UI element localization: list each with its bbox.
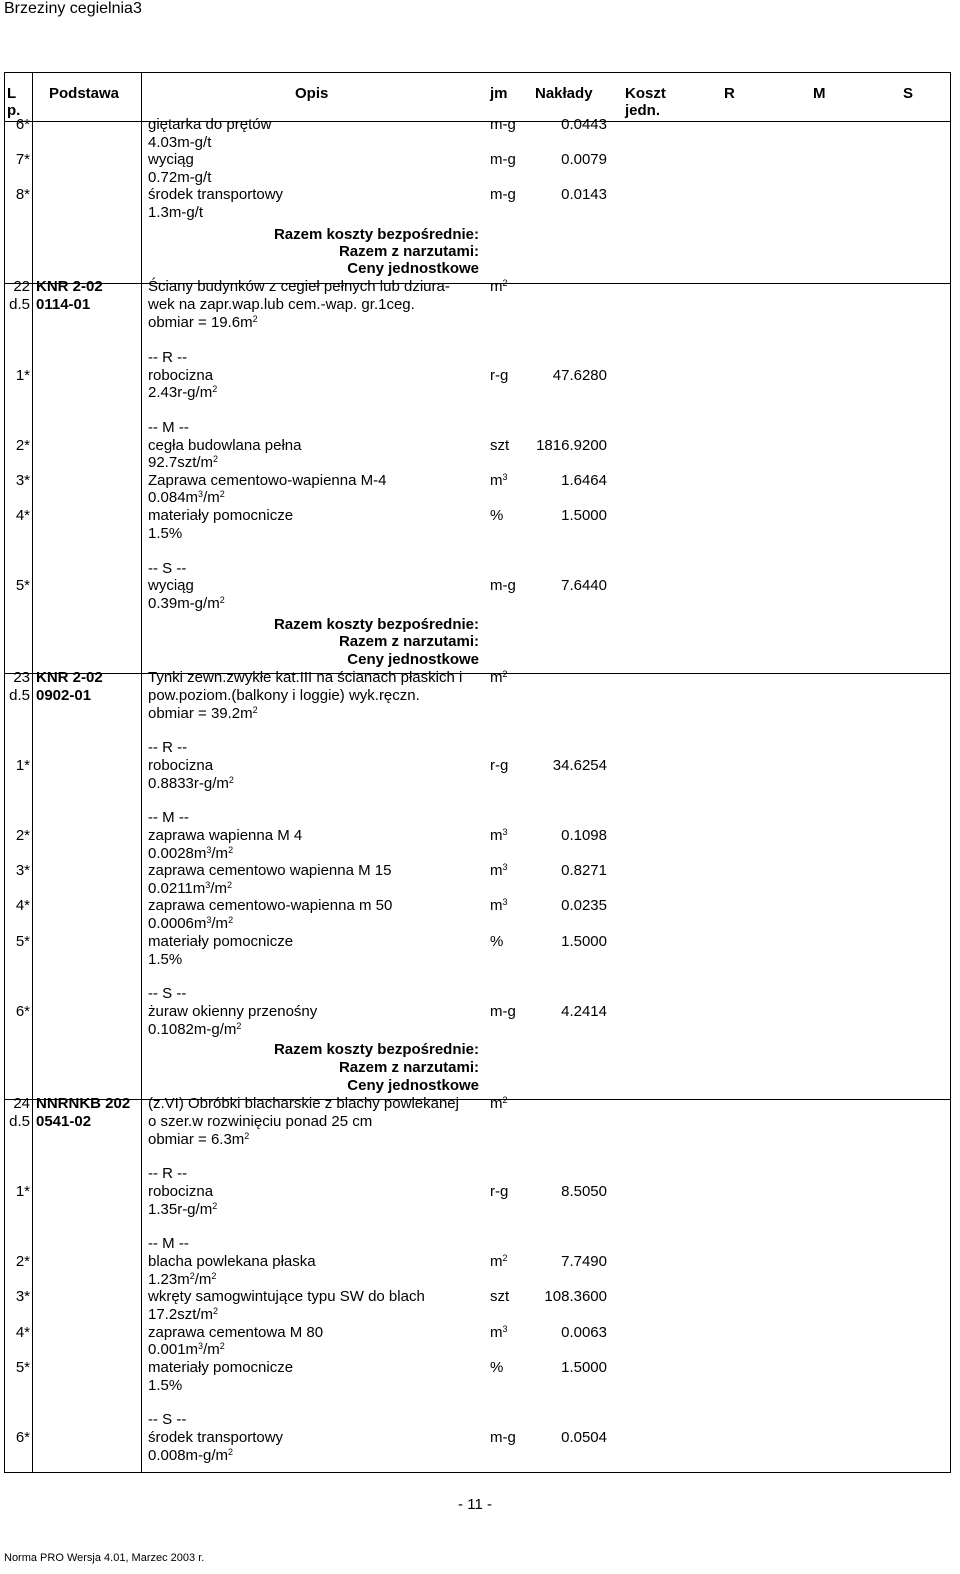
page-number: - 11 - (458, 1496, 492, 1513)
line-description: obmiar = $39.2m^2$ (148, 705, 258, 722)
line-lp: 22 (13, 278, 30, 295)
line-lp: 2* (15, 437, 30, 454)
line-naklady: 8.5050 (561, 1183, 607, 1200)
line-description: $0.0028m^3/m^2$ (148, 845, 234, 862)
line-naklady: 0.1098 (561, 827, 607, 844)
line-description: środek transportowy (148, 1429, 284, 1446)
line-description: $0.008m-g/m^2$ (148, 1447, 234, 1464)
line-description: materiały pomocnicze (148, 933, 294, 950)
line-lp: 5* (15, 933, 30, 950)
line-description: o szer.w rozwinięciu ponad 25 cm (148, 1113, 373, 1130)
line-lp: 6* (15, 1429, 30, 1446)
line-lp: 5* (15, 577, 30, 594)
line-description: 1.3m-g/t (148, 204, 204, 221)
line-description: 1.5% (148, 525, 183, 542)
line-unit: m-g (490, 1003, 516, 1020)
line-description: $0.1082m-g/m^2$ (148, 1021, 242, 1038)
line-description: giętarka do prętów (148, 116, 272, 133)
line-naklady: 1.6464 (561, 472, 607, 489)
line-description: 4.03m-g/t (148, 134, 212, 151)
line-description: $2.43r-g/m^2$ (148, 384, 218, 401)
line-description: obmiar = $6.3m^2$ (148, 1131, 250, 1148)
line-naklady: 108.3600 (544, 1288, 607, 1305)
header-divider (5, 121, 950, 122)
row-divider (5, 1099, 950, 1100)
line-lp: 24 (13, 1095, 30, 1112)
line-unit: $m^3$ (490, 897, 508, 914)
line-podstawa: 0114-01 (36, 296, 91, 313)
line-description: wyciąg (148, 151, 194, 168)
line-lp: 4* (15, 897, 30, 914)
header-s: S (903, 85, 914, 102)
line-description: $0.084m^3/m^2$ (148, 489, 225, 506)
line-description: $0.8833r-g/m^2$ (148, 775, 234, 792)
line-lp: 1* (15, 1183, 30, 1200)
line-lp: 8* (15, 186, 30, 203)
line-naklady: 4.2414 (561, 1003, 607, 1020)
line-naklady: 1816.9200 (536, 437, 607, 454)
line-unit: $m^2$ (490, 669, 508, 686)
line-unit: $m^2$ (490, 1253, 508, 1270)
line-unit: m-g (490, 116, 516, 133)
line-unit: $m^3$ (490, 827, 508, 844)
line-lp: 2* (15, 827, 30, 844)
line-naklady: 0.0063 (561, 1324, 607, 1341)
line-description: robocizna (148, 1183, 214, 1200)
line-unit: szt (490, 1288, 510, 1305)
row-divider (5, 673, 950, 674)
line-description: -- R -- (148, 1165, 188, 1182)
line-naklady: 7.7490 (561, 1253, 607, 1270)
line-naklady: 7.6440 (561, 577, 607, 594)
line-unit: $m^3$ (490, 862, 508, 879)
line-unit: m-g (490, 186, 516, 203)
line-unit: % (490, 933, 504, 950)
line-description: -- R -- (148, 739, 188, 756)
line-lp: 3* (15, 862, 30, 879)
line-naklady: 0.0443 (561, 116, 607, 133)
line-unit: % (490, 1359, 504, 1376)
line-description: materiały pomocnicze (148, 507, 294, 524)
line-naklady: 1.5000 (561, 507, 607, 524)
line-description: Zaprawa cementowo-wapienna M-4 (148, 472, 387, 489)
line-description: 0.72m-g/t (148, 169, 212, 186)
line-description: 1.5% (148, 951, 183, 968)
line-unit: % (490, 507, 504, 524)
line-description: materiały pomocnicze (148, 1359, 294, 1376)
line-naklady: 1.5000 (561, 1359, 607, 1376)
line-unit: $m^3$ (490, 472, 508, 489)
cost-table (4, 72, 951, 1473)
line-unit: r-g (490, 1183, 509, 1200)
window-title: Brzeziny cegielnia3 (4, 0, 142, 17)
line-description: $0.0211m^3/m^2$ (148, 880, 232, 897)
line-description: $0.39m-g/m^2$ (148, 595, 225, 612)
line-description: robocizna (148, 757, 214, 774)
header-lp-2: p. (7, 102, 21, 119)
line-description: -- S -- (148, 560, 187, 577)
line-description: zaprawa cementowo-wapienna m 50 (148, 897, 393, 914)
line-description: Tynki zewn.zwykłe kat.III na ścianach płaskich i (148, 669, 463, 686)
line-description: (z.VI) Obróbki blacharskie z blachy powlekanej (148, 1095, 459, 1112)
line-description: blacha powlekana płaska (148, 1253, 316, 1270)
line-description: zaprawa cementowo wapienna M 15 (148, 862, 392, 879)
line-lp: d.5 (9, 1113, 30, 1130)
line-lp: 3* (15, 1288, 30, 1305)
line-lp: 2* (15, 1253, 30, 1270)
line-description: środek transportowy (148, 186, 284, 203)
header-naklady: Nakłady (535, 85, 593, 102)
line-podstawa: 0541-02 (36, 1113, 92, 1130)
summary-label: Ceny jednostkowe (347, 651, 479, 668)
line-description: pow.poziom.(balkony i loggie) wyk.ręczn. (148, 687, 420, 704)
line-lp: 1* (15, 367, 30, 384)
line-naklady: 1.5000 (561, 933, 607, 950)
line-podstawa: KNR 2-02 (36, 669, 103, 686)
line-description: robocizna (148, 367, 214, 384)
line-description: wkręty samogwintujące typu SW do blach (148, 1288, 425, 1305)
line-description: wyciąg (148, 577, 194, 594)
summary-label: Ceny jednostkowe (347, 260, 479, 277)
row-divider (5, 283, 950, 284)
header-podstawa: Podstawa (49, 85, 120, 102)
header-opis: Opis (295, 85, 329, 102)
line-description: Ściany budynków z cegieł pełnych lub dziura- (148, 278, 450, 295)
line-lp: 6* (15, 1003, 30, 1020)
line-naklady: 0.0143 (561, 186, 607, 203)
line-podstawa: 0902-01 (36, 687, 92, 704)
line-description: zaprawa cementowa M 80 (148, 1324, 324, 1341)
line-lp: 7* (15, 151, 30, 168)
line-description: -- M -- (148, 809, 189, 826)
summary-label: Ceny jednostkowe (347, 1077, 479, 1094)
line-description: $1.35r-g/m^2$ (148, 1201, 218, 1218)
line-description: 1.5% (148, 1377, 183, 1394)
software-credit: Norma PRO Wersja 4.01, Marzec 2003 r. (4, 1552, 205, 1564)
header-r: R (724, 85, 735, 102)
line-description: -- M -- (148, 1235, 189, 1252)
header-koszt-jedn: jedn. (625, 102, 661, 119)
line-description: -- S -- (148, 985, 187, 1002)
line-description: $0.0006m^3/m^2$ (148, 915, 234, 932)
line-unit: m-g (490, 151, 516, 168)
line-naklady: 34.6254 (552, 757, 607, 774)
line-description: -- M -- (148, 419, 189, 436)
line-description: $17.2szt/m^2$ (148, 1306, 219, 1323)
line-description: $92.7szt/m^2$ (148, 454, 219, 471)
line-description: obmiar = $19.6m^2$ (148, 314, 258, 331)
line-unit: m-g (490, 1429, 516, 1446)
line-description: wek na zapr.wap.lub cem.-wap. gr.1ceg. (148, 296, 415, 313)
line-lp: 3* (15, 472, 30, 489)
line-unit: r-g (490, 757, 509, 774)
header-koszt: Koszt (625, 85, 666, 102)
header-lp: L (7, 85, 17, 102)
line-lp: 1* (15, 757, 30, 774)
line-lp: d.5 (9, 687, 30, 704)
line-lp: 5* (15, 1359, 30, 1376)
summary-label: Razem z narzutami: (338, 1059, 479, 1076)
summary-label: Razem koszty bezpośrednie: (273, 616, 479, 633)
summary-label: Razem koszty bezpośrednie: (273, 226, 479, 243)
line-naklady: 0.0079 (561, 151, 607, 168)
line-podstawa: NNRNKB 202 (36, 1095, 131, 1112)
line-description: $1.23m^2/m^2$ (148, 1271, 217, 1288)
line-description: żuraw okienny przenośny (148, 1003, 318, 1020)
line-description: cegła budowlana pełna (148, 437, 302, 454)
summary-label: Razem koszty bezpośrednie: (273, 1041, 479, 1058)
line-naklady: 0.0235 (561, 897, 607, 914)
line-description: $0.001m^3/m^2$ (148, 1341, 225, 1358)
line-description: -- S -- (148, 1411, 187, 1428)
line-unit: $m^3$ (490, 1324, 508, 1341)
header-m: M (813, 85, 826, 102)
line-lp: 4* (15, 507, 30, 524)
line-unit: $m^2$ (490, 278, 508, 295)
line-unit: $m^2$ (490, 1095, 508, 1112)
line-lp: 6* (15, 116, 30, 133)
line-lp: d.5 (9, 296, 30, 313)
line-unit: m-g (490, 577, 516, 594)
line-naklady: 0.8271 (561, 862, 607, 879)
line-podstawa: KNR 2-02 (36, 278, 103, 295)
line-unit: r-g (490, 367, 509, 384)
header-jm: jm (490, 85, 508, 102)
line-naklady: 47.6280 (552, 367, 607, 384)
summary-label: Razem z narzutami: (338, 633, 479, 650)
summary-label: Razem z narzutami: (338, 243, 479, 260)
line-lp: 23 (13, 669, 30, 686)
line-lp: 4* (15, 1324, 30, 1341)
line-description: -- R -- (148, 349, 188, 366)
line-unit: szt (490, 437, 510, 454)
line-naklady: 0.0504 (561, 1429, 607, 1446)
line-description: zaprawa wapienna M 4 (148, 827, 303, 844)
